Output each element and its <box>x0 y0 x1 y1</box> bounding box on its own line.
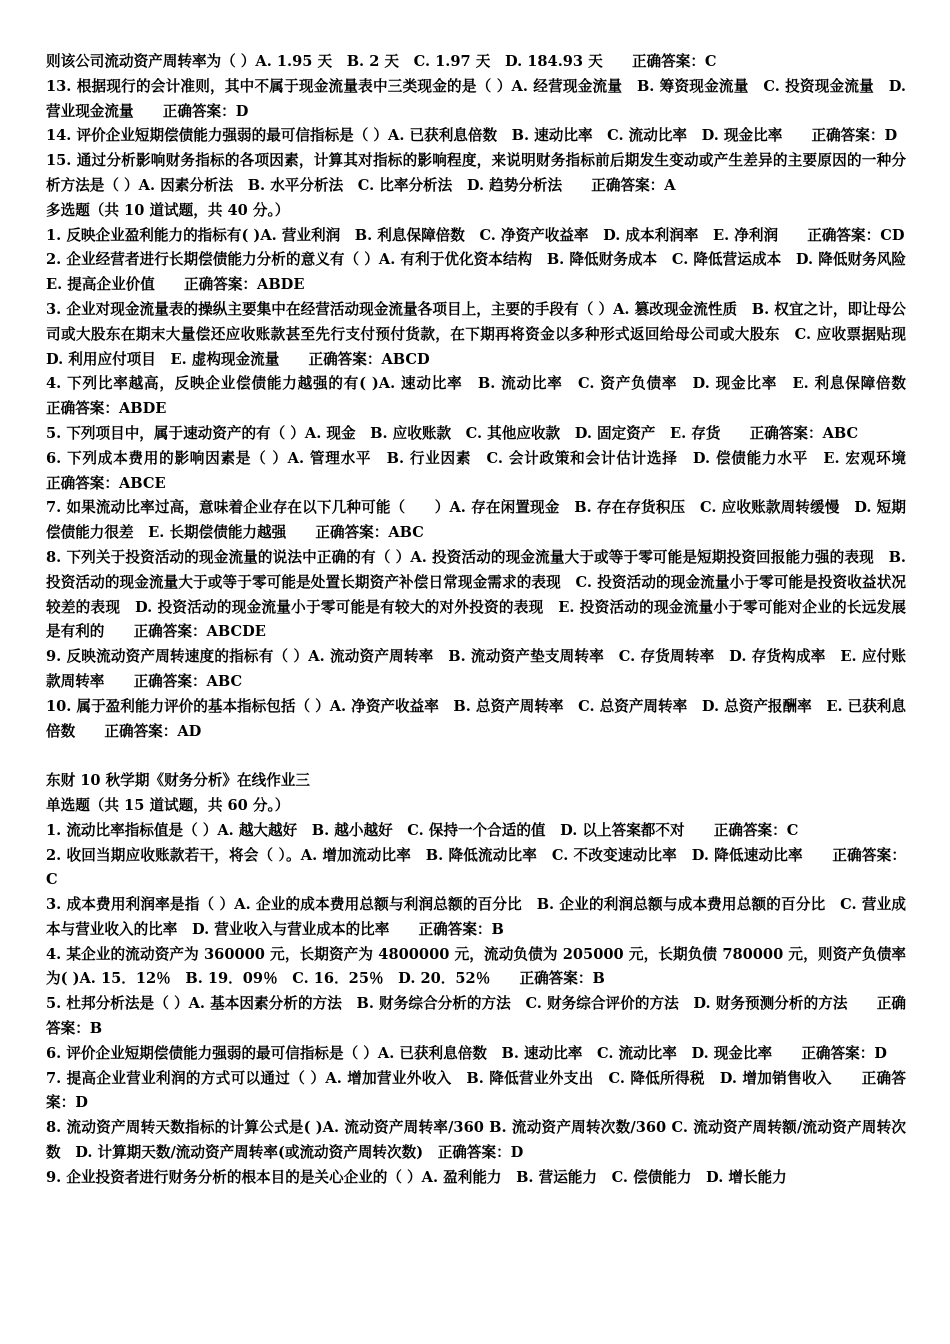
question-line: 2. 企业经营者进行长期偿债能力分析的意义有（ ）A. 有利于优化资本结构 B. 降低财务成本 C. 降低营运成本 D. 降低财务风险 E. 提高企业价值 正确答案：ABDE <box>46 251 921 294</box>
question-line: 6. 下列成本费用的影响因素是（ ）A. 管理水平 B. 行业因素 C. 会计政策和会计估计选择 D. 偿债能力水平 E. 宏观环境 正确答案：ABCE <box>46 449 936 492</box>
section-heading: 单选题（共 15 道试题，共 60 分。） <box>46 796 290 814</box>
assignment-title: 东财 10 秋学期《财务分析》在线作业三 <box>46 772 310 790</box>
question-line: 3. 成本费用利润率是指（ ）A. 企业的成本费用总额与利润总额的百分比 B. 企业的利润总额与成本费用总额的百分比 C. 营业成本与营业收入的比率 D. 营业收入与营业成本的比率 正确答案：B <box>46 896 906 938</box>
question-line: 9. 企业投资者进行财务分析的根本目的是关心企业的（ ）A. 盈利能力 B. 营运能力 C. 偿债能力 D. 增长能力 <box>46 1168 787 1186</box>
question-line: 13. 根据现行的会计准则，其中不属于现金流量表中三类现金的是（ ）A. 经营现金流量 B. 筹资现金流量 C. 投资现金流量 D. 营业现金流量 正确答案：D <box>46 77 906 120</box>
question-line: 则该公司流动资产周转率为（ ）A. 1.95 天 B. 2 天 C. 1.97 天 D. 184.93 天 正确答案：C <box>46 53 717 70</box>
section-heading: 多选题（共 10 道试题，共 40 分。） <box>46 201 290 219</box>
question-line: 14. 评价企业短期偿债能力强弱的最可信指标是（ ）A. 已获利息倍数 B. 速动比率 C. 流动比率 D. 现金比率 正确答案：D <box>46 127 898 145</box>
question-line: 6. 评价企业短期偿债能力强弱的最可信指标是（ ）A. 已获利息倍数 B. 速动比率 C. 流动比率 D. 现金比率 正确答案：D <box>46 1044 887 1062</box>
question-line: 8. 流动资产周转天数指标的计算公式是( )A. 流动资产周转率/360 B. 流动资产周转次数/360 C. 流动资产周转额/流动资产周转次数 D. 计算期天数/流动资产周转率(或流动资产周转次数) 正确答案：D <box>46 1119 906 1162</box>
question-line: 7. 提高企业营业利润的方式可以通过（ ）A. 增加营业外收入 B. 降低营业外支出 C. 降低所得税 D. 增加销售收入 正确答案：D <box>46 1069 906 1112</box>
question-line: 1. 反映企业盈利能力的指标有( )A. 营业利润 B. 利息保障倍数 C. 净资产收益率 D. 成本利润率 E. 净利润 正确答案：CD <box>46 226 905 244</box>
question-line: 3. 企业对现金流量表的操纵主要集中在经营活动现金流量各项目上，主要的手段有（ ）A. 篡改现金流性质 B. 权宜之计，即让母公司或大股东在期末大量偿还应收账款甚至先行支付预付货款，在下期再将资金以多种形式返回给母公司或大股东 C. 应收票据贴现 D. 利用应付项目 E. 虚构现金流量 正确答案：ABCD <box>46 300 921 368</box>
question-line: 7. 如果流动比率过高，意味着企业存在以下几种可能（ ）A. 存在闲置现金 B. 存在存货积压 C. 应收账款周转缓慢 D. 短期偿债能力很差 E. 长期偿债能力越强 正确答案：ABC <box>46 499 906 542</box>
question-line: 2. 收回当期应收账款若干，将会（ ）。A. 增加流动比率 B. 降低流动比率 C. 不改变速动比率 D. 降低速动比率 正确答案：C <box>46 846 906 889</box>
spacer <box>46 744 906 769</box>
question-line: 5. 杜邦分析法是（ ）A. 基本因素分析的方法 B. 财务综合分析的方法 C. 财务综合评价的方法 D. 财务预测分析的方法 正确答案：B <box>46 995 906 1038</box>
question-line: 5. 下列项目中，属于速动资产的有（ ）A. 现金 B. 应收账款 C. 其他应收款 D. 固定资产 E. 存货 正确答案：ABC <box>46 424 859 442</box>
question-line: 15. 通过分析影响财务指标的各项因素，计算其对指标的影响程度，来说明财务指标前后期发生变动或产生差异的主要原因的一种分析方法是（ ）A. 因素分析法 B. 水平分析法 C. 比率分析法 D. 趋势分析法 正确答案：A <box>46 152 906 194</box>
question-line: 9. 反映流动资产周转速度的指标有（ ）A. 流动资产周转率 B. 流动资产垫支周转率 C. 存货周转率 D. 存货构成率 E. 应付账款周转率 正确答案：ABC <box>46 648 906 690</box>
question-line: 1. 流动比率指标值是（ ）A. 越大越好 B. 越小越好 C. 保持一个合适的值 D. 以上答案都不对 正确答案：C <box>46 821 799 839</box>
question-line: 8. 下列关于投资活动的现金流量的说法中正确的有（ ）A. 投资活动的现金流量大于或等于零可能是短期投资回报能力强的表现 B. 投资活动的现金流量大于或等于零可能是处置长期资产补偿日常现金需求的表现 C. 投资活动的现金流量小于零可能是投资收益状况较差的表现 D. 投资活动的现金流量小于零可能是有较大的对外投资的表现 E. 投资活动的现金流量小于零可能对企业的长远发展是有利的 正确答案：ABCDE <box>46 548 906 641</box>
question-line: 4. 下列比率越高，反映企业偿债能力越强的有( )A. 速动比率 B. 流动比率 C. 资产负债率 D. 现金比率 E. 利息保障倍数 正确答案：ABDE <box>46 375 936 418</box>
question-line: 4. 某企业的流动资产为 360000 元，长期资产为 4800000 元，流动负债为 205000 元，长期负债 780000 元，则资产负债率为( )A. 15．12％ B. 19．09％ C. 16．25％ D. 20．52％ 正确答案：B <box>46 945 906 988</box>
section-assignment-three <box>46 769 906 1191</box>
document-page <box>46 50 936 1191</box>
section-multi-choice <box>46 50 936 744</box>
question-line: 10. 属于盈利能力评价的基本指标包括（ ）A. 净资产收益率 B. 总资产周转率 C. 总资产周转率 D. 总资产报酬率 E. 已获利息倍数 正确答案：AD <box>46 697 906 740</box>
